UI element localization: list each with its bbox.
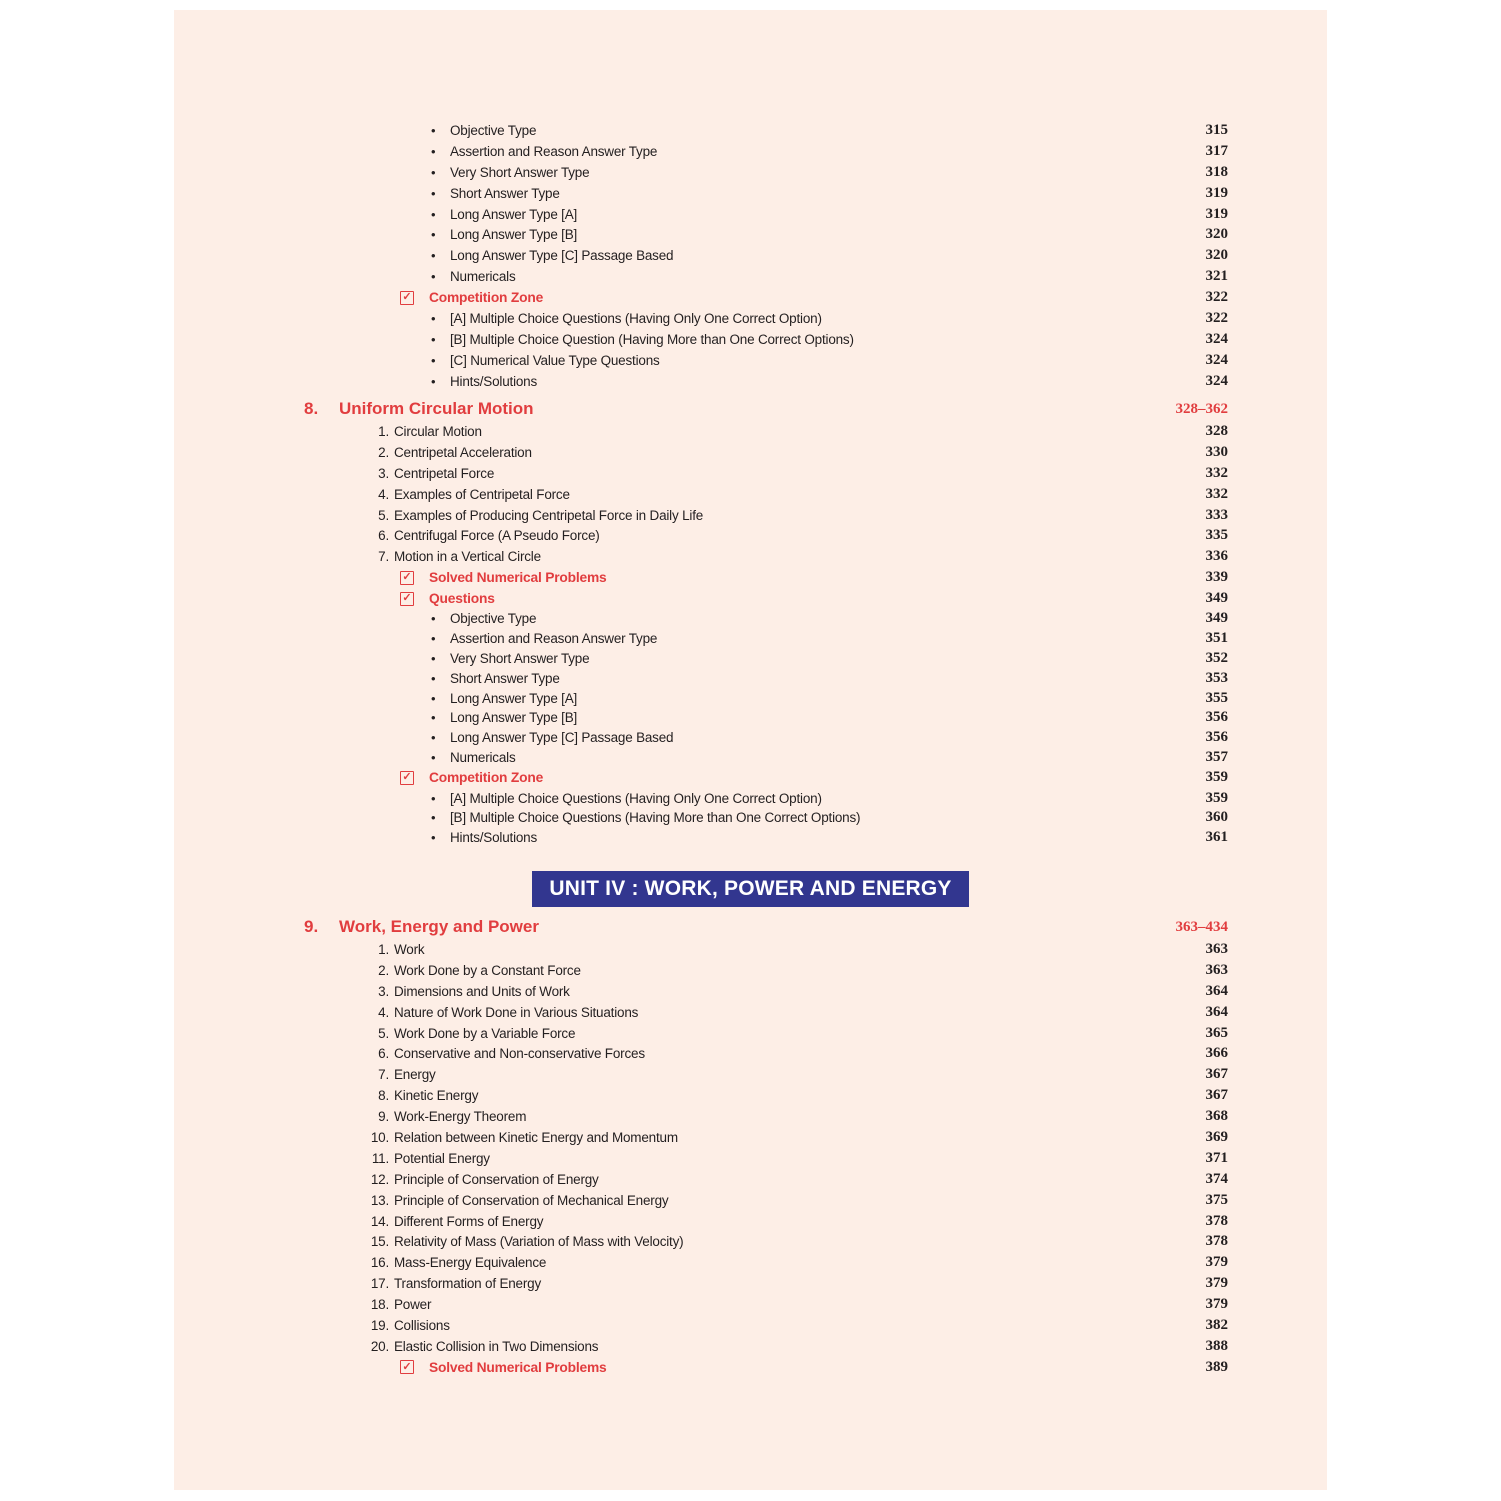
entry-label: Work — [394, 941, 425, 957]
entry-label: Motion in a Vertical Circle — [394, 549, 541, 565]
toc-entry — [174, 1127, 1327, 1148]
bullet-icon: • — [431, 611, 436, 627]
toc-entry — [174, 981, 1327, 1002]
entry-page-number: 319 — [1205, 184, 1228, 201]
entry-label: Principle of Conservation of Energy — [394, 1171, 599, 1187]
entry-page-number: 367 — [1205, 1066, 1228, 1083]
toc-entry — [174, 728, 1327, 748]
entry-label: Potential Energy — [394, 1150, 490, 1166]
entry-page-number: 356 — [1205, 729, 1228, 746]
entry-label: Long Answer Type [C] Passage Based — [450, 248, 674, 264]
toc-entry — [174, 162, 1327, 183]
entry-page-number: 375 — [1205, 1191, 1228, 1208]
bullet-icon: • — [431, 810, 436, 826]
toc-entry — [174, 308, 1327, 329]
toc-entry — [174, 1231, 1327, 1252]
entry-label: Principle of Conservation of Mechanical Energy — [394, 1192, 669, 1208]
entry-number: 7. — [378, 1067, 389, 1083]
bullet-icon: • — [431, 373, 436, 389]
entry-page-number: 366 — [1205, 1045, 1228, 1062]
unit-banner: UNIT IV : WORK, POWER AND ENERGY — [532, 871, 968, 907]
entry-number: 1. — [378, 941, 389, 957]
toc-entry — [174, 505, 1327, 526]
entry-number: 9. — [378, 1109, 389, 1125]
entry-number: 3. — [378, 983, 389, 999]
toc-entry — [174, 688, 1327, 708]
entry-page-number: 328 — [1205, 422, 1228, 439]
toc-entry — [174, 183, 1327, 204]
entry-page-number: 322 — [1205, 289, 1228, 306]
entry-page-number: 364 — [1205, 982, 1228, 999]
toc-entry — [174, 767, 1327, 788]
toc-entry — [174, 224, 1327, 245]
toc-section-chapter-9 — [174, 915, 1327, 1378]
entry-number: 15. — [370, 1234, 389, 1250]
entry-page-number: 378 — [1205, 1212, 1228, 1229]
toc-entry — [174, 1336, 1327, 1357]
bullet-icon: • — [431, 830, 436, 846]
entry-label: Competition Zone — [429, 290, 544, 306]
bullet-icon: • — [431, 227, 436, 243]
entry-page-number: 363 — [1205, 940, 1228, 957]
entry-label: Long Answer Type [B] — [450, 227, 578, 243]
entry-label: Hints/Solutions — [450, 830, 538, 846]
entry-label: Long Answer Type [A] — [450, 206, 578, 222]
checkbox-checked-icon: ✓ — [400, 1360, 414, 1374]
entry-label: Different Forms of Energy — [394, 1213, 544, 1229]
toc-entry — [174, 588, 1327, 609]
entry-page-number: 359 — [1205, 789, 1228, 806]
entry-page-number: 379 — [1205, 1275, 1228, 1292]
entry-label: Centrifugal Force (A Pseudo Force) — [394, 528, 600, 544]
chapter-number: 9. — [304, 917, 319, 936]
entry-label: Dimensions and Units of Work — [394, 983, 570, 999]
entry-number: 5. — [378, 507, 389, 523]
entry-label: Solved Numerical Problems — [429, 1359, 607, 1375]
entry-page-number: 368 — [1205, 1108, 1228, 1125]
toc-entry — [174, 1357, 1327, 1378]
entry-page-number: 353 — [1205, 669, 1228, 686]
entry-label: Kinetic Energy — [394, 1088, 479, 1104]
toc-entry — [174, 329, 1327, 350]
toc-entry — [174, 1002, 1327, 1023]
toc-rows — [174, 120, 1327, 392]
entry-page-number: 379 — [1205, 1254, 1228, 1271]
toc-entry — [174, 1043, 1327, 1064]
entry-page-number: 378 — [1205, 1233, 1228, 1250]
toc-entry — [174, 1148, 1327, 1169]
entry-label: [C] Numerical Value Type Questions — [450, 352, 660, 368]
entry-number: 4. — [378, 1004, 389, 1020]
entry-page-number: 379 — [1205, 1296, 1228, 1313]
entry-number: 18. — [370, 1297, 389, 1313]
toc-entry — [174, 371, 1327, 392]
entry-label: Energy — [394, 1067, 436, 1083]
toc-entry — [174, 1273, 1327, 1294]
entry-page-number: 388 — [1205, 1337, 1228, 1354]
entry-label: Work Done by a Variable Force — [394, 1025, 576, 1041]
entry-page-number: 382 — [1205, 1316, 1228, 1333]
entry-label: Objective Type — [450, 611, 537, 627]
entry-label: [A] Multiple Choice Questions (Having Only One Correct Option) — [450, 310, 822, 326]
chapter-title: Uniform Circular Motion — [339, 399, 534, 418]
entry-page-number: 363 — [1205, 961, 1228, 978]
checkbox-checked-icon: ✓ — [400, 291, 414, 305]
entry-number: 12. — [370, 1171, 389, 1187]
entry-page-number: 318 — [1205, 163, 1228, 180]
entry-label: Collisions — [394, 1317, 450, 1333]
entry-page-number: 317 — [1205, 142, 1228, 159]
toc-entry — [174, 120, 1327, 141]
entry-page-number: 367 — [1205, 1087, 1228, 1104]
entry-page-number: 355 — [1205, 689, 1228, 706]
toc-entry — [174, 1106, 1327, 1127]
entry-label: Questions — [429, 591, 495, 607]
entry-label: Work-Energy Theorem — [394, 1109, 527, 1125]
entry-number: 8. — [378, 1088, 389, 1104]
entry-number: 2. — [378, 962, 389, 978]
bullet-icon: • — [431, 690, 436, 706]
bullet-icon: • — [431, 310, 436, 326]
chapter-page-range: 328–362 — [1175, 400, 1228, 417]
entry-label: Hints/Solutions — [450, 373, 538, 389]
toc-entry — [174, 748, 1327, 768]
bullet-icon: • — [431, 790, 436, 806]
entry-label: [B] Multiple Choice Question (Having More than One Correct Options) — [450, 331, 854, 347]
entry-page-number: 333 — [1205, 506, 1228, 523]
entry-number: 7. — [378, 549, 389, 565]
book-page — [174, 10, 1327, 1490]
entry-page-number: 352 — [1205, 650, 1228, 666]
entry-number: 4. — [378, 486, 389, 502]
chapter-page-range: 363–434 — [1175, 918, 1228, 935]
entry-page-number: 322 — [1205, 309, 1228, 326]
entry-number: 11. — [371, 1150, 389, 1166]
bullet-icon: • — [431, 352, 436, 368]
entry-page-number: 324 — [1205, 330, 1228, 347]
entry-number: 17. — [370, 1276, 389, 1292]
entry-label: Long Answer Type [A] — [450, 690, 578, 706]
entry-page-number: 360 — [1205, 809, 1228, 826]
entry-page-number: 349 — [1205, 610, 1228, 627]
entry-page-number: 332 — [1205, 464, 1228, 481]
entry-label: Centripetal Force — [394, 465, 495, 481]
toc-entry — [174, 1211, 1327, 1232]
toc-rows — [174, 939, 1327, 1378]
toc-entry — [174, 287, 1327, 308]
entry-page-number: 356 — [1205, 709, 1228, 726]
entry-label: Centripetal Acceleration — [394, 444, 532, 460]
toc-entry — [174, 1315, 1327, 1336]
entry-number: 5. — [378, 1025, 389, 1041]
toc-entry — [174, 1085, 1327, 1106]
entry-number: 20. — [370, 1338, 389, 1354]
entry-label: Examples of Centripetal Force — [394, 486, 570, 502]
toc-entry — [174, 1064, 1327, 1085]
toc-entry — [174, 960, 1327, 981]
entry-page-number: 320 — [1205, 247, 1228, 264]
entry-page-number: 364 — [1205, 1003, 1228, 1020]
toc-entry — [174, 463, 1327, 484]
entry-label: Mass-Energy Equivalence — [394, 1255, 547, 1271]
entry-number: 19. — [370, 1317, 389, 1333]
toc-entry — [174, 1294, 1327, 1315]
toc-entry — [174, 649, 1327, 669]
entry-number: 2. — [378, 444, 389, 460]
toc-rows — [174, 421, 1327, 848]
toc-section-previous-chapter-tail — [174, 120, 1327, 392]
toc-entry — [174, 788, 1327, 808]
entry-label: Conservative and Non-conservative Forces — [394, 1046, 645, 1062]
bullet-icon: • — [431, 651, 436, 666]
bullet-icon: • — [431, 730, 436, 746]
toc-entry — [174, 421, 1327, 442]
entry-label: Work Done by a Constant Force — [394, 962, 581, 978]
entry-label: Objective Type — [450, 122, 537, 138]
bullet-icon: • — [431, 749, 436, 765]
entry-page-number: 351 — [1205, 630, 1228, 647]
bullet-icon: • — [431, 331, 436, 347]
entry-page-number: 361 — [1205, 829, 1228, 846]
bullet-icon: • — [431, 185, 436, 201]
entry-page-number: 371 — [1205, 1149, 1228, 1166]
entry-label: [B] Multiple Choice Questions (Having More than One Correct Options) — [450, 810, 861, 826]
toc-entry — [174, 567, 1327, 588]
bullet-icon: • — [431, 631, 436, 647]
entry-label: Very Short Answer Type — [450, 164, 590, 180]
entry-page-number: 319 — [1205, 205, 1228, 222]
entry-label: Short Answer Type — [450, 185, 560, 201]
entry-page-number: 359 — [1205, 769, 1228, 786]
entry-label: Relation between Kinetic Energy and Momentum — [394, 1129, 678, 1145]
entry-label: Solved Numerical Problems — [429, 570, 607, 586]
entry-page-number: 320 — [1205, 226, 1228, 243]
entry-page-number: 324 — [1205, 351, 1228, 368]
toc-section-chapter-8 — [174, 397, 1327, 848]
entry-page-number: 374 — [1205, 1170, 1228, 1187]
toc-entry — [174, 668, 1327, 688]
checkbox-checked-icon: ✓ — [400, 592, 414, 606]
checkbox-checked-icon: ✓ — [400, 771, 414, 785]
chapter-heading — [174, 397, 1327, 421]
entry-label: [A] Multiple Choice Questions (Having Only One Correct Option) — [450, 790, 822, 806]
entry-label: Very Short Answer Type — [450, 651, 590, 666]
toc-entry — [174, 484, 1327, 505]
entry-label: Examples of Producing Centripetal Force in Daily Life — [394, 507, 704, 523]
entry-page-number: 324 — [1205, 372, 1228, 389]
toc-entry — [174, 1190, 1327, 1211]
toc-entry — [174, 708, 1327, 728]
bullet-icon: • — [431, 206, 436, 222]
bullet-icon: • — [431, 710, 436, 726]
entry-label: Assertion and Reason Answer Type — [450, 631, 658, 647]
entry-page-number: 369 — [1205, 1128, 1228, 1145]
entry-label: Elastic Collision in Two Dimensions — [394, 1338, 599, 1354]
bullet-icon: • — [431, 670, 436, 686]
entry-label: Assertion and Reason Answer Type — [450, 143, 658, 159]
entry-page-number: 330 — [1205, 443, 1228, 460]
chapter-title: Work, Energy and Power — [339, 917, 539, 936]
entry-number: 6. — [378, 1046, 389, 1062]
entry-number: 13. — [370, 1192, 389, 1208]
toc-entry — [174, 442, 1327, 463]
entry-label: Power — [394, 1297, 432, 1313]
toc-entry — [174, 609, 1327, 629]
entry-number: 16. — [370, 1255, 389, 1271]
entry-label: Numericals — [450, 269, 516, 285]
chapter-heading — [174, 915, 1327, 939]
entry-number: 10. — [370, 1129, 389, 1145]
entry-page-number: 321 — [1205, 268, 1228, 285]
entry-label: Short Answer Type — [450, 670, 560, 686]
entry-page-number: 335 — [1205, 527, 1228, 544]
entry-label: Long Answer Type [C] Passage Based — [450, 730, 674, 746]
entry-label: Long Answer Type [B] — [450, 710, 578, 726]
bullet-icon: • — [431, 122, 436, 138]
toc-entry — [174, 939, 1327, 960]
entry-number: 3. — [378, 465, 389, 481]
toc-entry — [174, 266, 1327, 287]
entry-page-number: 336 — [1205, 548, 1228, 565]
toc-entry — [174, 1023, 1327, 1044]
toc-entry — [174, 808, 1327, 828]
entry-page-number: 315 — [1205, 121, 1228, 138]
checkbox-checked-icon: ✓ — [400, 571, 414, 585]
entry-page-number: 357 — [1205, 748, 1228, 765]
toc-entry — [174, 245, 1327, 266]
toc-entry — [174, 350, 1327, 371]
toc-entry — [174, 204, 1327, 225]
entry-page-number: 339 — [1205, 569, 1228, 586]
entry-label: Transformation of Energy — [394, 1276, 542, 1292]
entry-number: 6. — [378, 528, 389, 544]
entry-page-number: 365 — [1205, 1024, 1228, 1041]
toc-entry — [174, 1169, 1327, 1190]
toc-entry — [174, 1252, 1327, 1273]
bullet-icon: • — [431, 164, 436, 180]
bullet-icon: • — [431, 248, 436, 264]
entry-label: Circular Motion — [394, 423, 482, 439]
entry-page-number: 349 — [1205, 590, 1228, 607]
toc-entry — [174, 828, 1327, 848]
entry-label: Numericals — [450, 749, 516, 765]
entry-page-number: 332 — [1205, 485, 1228, 502]
toc-entry — [174, 546, 1327, 567]
unit-banner-container — [174, 871, 1327, 907]
chapter-number: 8. — [304, 399, 319, 418]
entry-number: 14. — [370, 1213, 389, 1229]
bullet-icon: • — [431, 269, 436, 285]
entry-page-number: 389 — [1205, 1358, 1228, 1375]
entry-number: 1. — [378, 423, 389, 439]
entry-label: Competition Zone — [429, 770, 544, 786]
entry-label: Nature of Work Done in Various Situations — [394, 1004, 639, 1020]
entry-label: Relativity of Mass (Variation of Mass with Velocity) — [394, 1234, 684, 1250]
toc-entry — [174, 629, 1327, 649]
toc-entry — [174, 525, 1327, 546]
toc-entry — [174, 141, 1327, 162]
bullet-icon: • — [431, 143, 436, 159]
